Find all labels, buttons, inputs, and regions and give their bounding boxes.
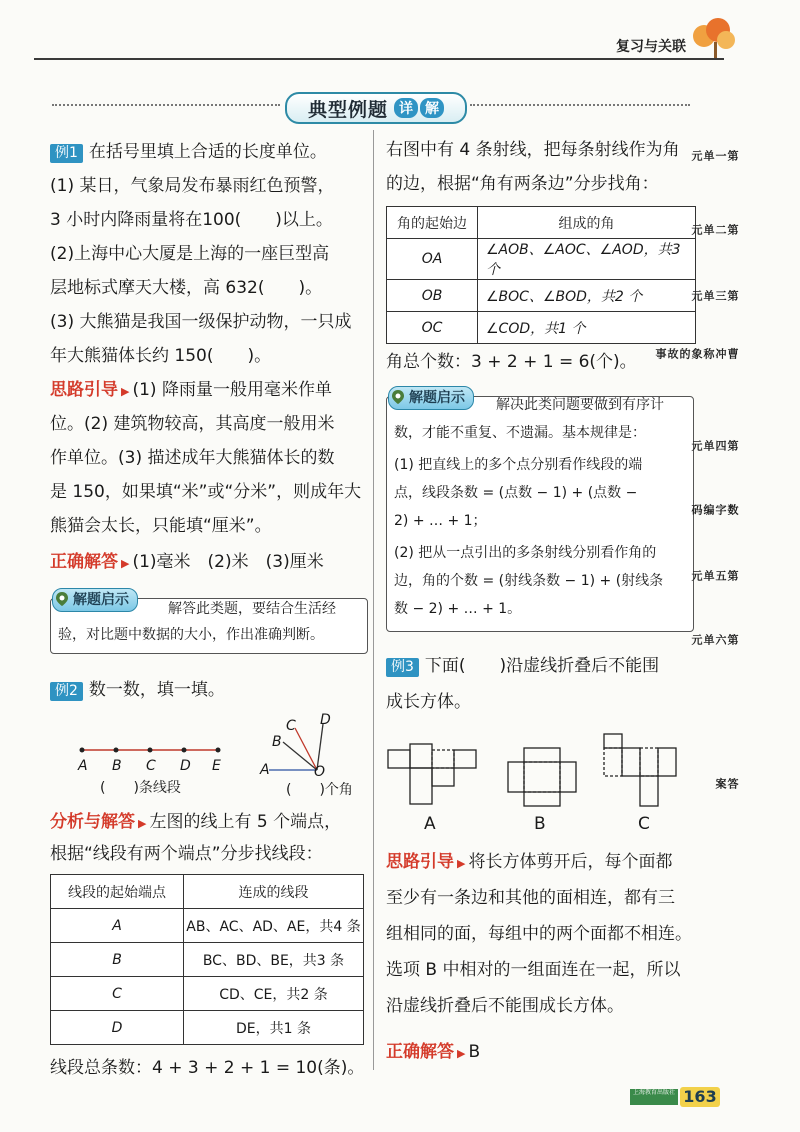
table-row [51, 909, 364, 943]
section-badge-2: 解 [420, 98, 444, 118]
side-tab[interactable]: 曹冲称象的故事 [654, 348, 739, 359]
right-tip-line: (2) 把从一点引出的多条射线分别看作角的 [394, 545, 657, 561]
ex3-guide-label: 思路引导 [386, 852, 454, 872]
right-tip-tag-text: 解题启示 [409, 390, 465, 406]
table-cell: D [51, 1011, 184, 1045]
header-rule [34, 58, 724, 60]
page-footer [630, 1088, 740, 1106]
table-cell: A [51, 909, 184, 943]
section-heading [285, 92, 467, 124]
table-cell: BC、BD、BE，共3 条 [184, 943, 364, 977]
ex3-guide-line: 组相同的面，每组中的两个面都不相连。 [386, 924, 692, 944]
ex1-answer-row [50, 552, 324, 574]
table-header-row [51, 875, 364, 909]
ex1-answer-label: 正确解答 [50, 552, 118, 572]
right-tip-line: 解决此类问题要做到有序计 [496, 397, 664, 413]
table-header: 角的起始边 [387, 207, 478, 239]
ex1-line: (3) 大熊猫是我国一级保护动物，一只成 [50, 312, 352, 332]
ex3-guide-line: 至少有一条边和其他的面相连，都有三 [386, 888, 675, 908]
ex3-guide-line: 将长方体剪开后，每个面都 [468, 852, 673, 872]
ex3-guide-line: 选项 B 中相对的一组面连在一起，所以 [386, 960, 681, 980]
triangle-icon: ▶ [121, 385, 130, 398]
table-cell: ∠AOB、∠AOC、∠AOD，共3 个 [478, 239, 696, 280]
net-label-c: C [638, 814, 650, 834]
ex3-guide-line: 沿虚线折叠后不能围成长方体。 [386, 996, 624, 1016]
table-cell: OB [387, 280, 478, 312]
section-title: 典型例题 [307, 98, 388, 121]
table-row [51, 1011, 364, 1045]
ex1-prompt-row [50, 142, 327, 163]
ray-label-c: C [286, 718, 296, 734]
ex2-total: 线段总条数：4 + 3 + 2 + 1 = 10(条)。 [50, 1058, 365, 1078]
triangle-icon: ▶ [121, 557, 130, 570]
right-tip-tag [388, 386, 474, 410]
ray-ob [283, 742, 317, 770]
ex1-line: 3 小时内降雨量将在100( )以上。 [50, 210, 333, 230]
point-label-d: D [180, 758, 191, 774]
publisher-badge: 上海教育出版社 [630, 1089, 678, 1105]
point-d [182, 748, 187, 753]
right-tip-line: (1) 把直线上的多个点分别看作线段的端 [394, 457, 643, 473]
section-rule-left [52, 104, 280, 106]
ex2-prompt-row [50, 680, 225, 701]
ray-label-o: O [314, 764, 326, 780]
ex3-prompt-line: 成长方体。 [386, 692, 471, 712]
ray-label-b: B [272, 734, 282, 750]
point-label-e: E [212, 758, 221, 774]
side-tab[interactable]: 第一单元 [690, 150, 739, 161]
table-cell: CD、CE，共2 条 [184, 977, 364, 1011]
table-cell: ∠BOC、∠BOD，共2 个 [478, 280, 696, 312]
ex3-answer-label: 正确解答 [386, 1042, 454, 1062]
net-label-a: A [424, 814, 436, 834]
table-header: 连成的线段 [184, 875, 364, 909]
ex1-line: 年大熊猫体长约 150( )。 [50, 346, 272, 366]
table-row [51, 977, 364, 1011]
table-header: 组成的角 [478, 207, 696, 239]
side-tab[interactable]: 第三单元 [690, 290, 739, 301]
location-pin-icon [391, 389, 405, 405]
ex1-guide-label: 思路引导 [50, 380, 118, 400]
section-rule-right [470, 104, 690, 106]
ex2-analysis-line: 根据“线段有两个端点”分步找线段： [50, 844, 323, 864]
rays-figure [255, 710, 355, 790]
triangle-icon: ▶ [138, 817, 147, 830]
net-option-c [602, 732, 686, 810]
ex2-analysis-row [50, 812, 341, 834]
net-option-a [386, 742, 482, 808]
ex3-prompt-row [386, 656, 659, 677]
right-tip-line: 边，角的个数 = (射线条数 − 1) + (射线条 [394, 573, 664, 589]
side-tab[interactable]: 答案 [714, 778, 739, 797]
ex1-tip-tag [52, 588, 138, 612]
angle-caption: ( )个角 [286, 782, 353, 798]
ex3-answer: B [468, 1042, 481, 1062]
table-cell: C [51, 977, 184, 1011]
table-cell: B [51, 943, 184, 977]
table-cell: AB、AC、AD、AE，共4 条 [184, 909, 364, 943]
ex1-guide-line: (1) 降雨量一般用毫米作单 [132, 380, 332, 400]
ray-label-a: A [260, 762, 270, 778]
net-option-b [506, 746, 580, 810]
table-cell: OC [387, 312, 478, 344]
table-row [51, 943, 364, 977]
segment-caption: ( )条线段 [100, 780, 181, 796]
right-intro-line: 的边，根据“角有两条边”分步找角： [386, 174, 659, 194]
side-tab[interactable]: 第二单元 [690, 224, 739, 235]
segments-table [50, 874, 364, 1045]
table-row [387, 280, 696, 312]
right-tip-line: 数，才能不重复、不遗漏。基本规律是： [394, 425, 646, 441]
ex1-answer: (1)毫米 (2)米 (3)厘米 [132, 552, 324, 572]
right-total: 角总个数：3 + 2 + 1 = 6(个)。 [386, 352, 637, 372]
ex1-guide-line: 是 150，如果填“米”或“分米”，则成年大 [50, 482, 362, 502]
ex2-label: 例2 [50, 682, 83, 701]
column-divider [373, 130, 374, 1070]
table-cell: ∠COD，共1 个 [478, 312, 696, 344]
table-header: 线段的起始端点 [51, 875, 184, 909]
triangle-icon: ▶ [457, 857, 466, 870]
table-row [387, 239, 696, 280]
ex2-prompt: 数一数，填一填。 [88, 680, 225, 700]
side-tab[interactable]: 第六单元 [690, 634, 739, 645]
side-tab[interactable]: 第五单元 [690, 570, 739, 581]
ex2-analysis-label: 分析与解答 [50, 812, 135, 832]
net-label-b: B [534, 814, 546, 834]
ex2-analysis-line: 左图的线上有 5 个端点， [149, 812, 342, 832]
ex3-answer-row [386, 1042, 480, 1064]
right-tip-line: 点，线段条数 = (点数 − 1) + (点数 − [394, 485, 638, 501]
table-row [387, 312, 696, 344]
point-b [114, 748, 119, 753]
ray-label-d: D [320, 712, 331, 728]
ex1-prompt: 在括号里填上合适的长度单位。 [88, 142, 327, 162]
point-a [80, 748, 85, 753]
triangle-icon: ▶ [457, 1047, 466, 1060]
ex1-line: 层地标式摩天大楼，高 632( )。 [50, 278, 323, 298]
ex3-label: 例3 [386, 658, 419, 677]
header-title: 复习与关联 [616, 39, 686, 55]
location-pin-icon [55, 591, 69, 607]
table-cell: DE，共1 条 [184, 1011, 364, 1045]
right-tip-line: 数 − 2) + … + 1。 [394, 601, 522, 617]
ex3-guide-row [386, 852, 672, 874]
table-cell: OA [387, 239, 478, 280]
ex1-tip-tag-text: 解题启示 [73, 592, 129, 608]
point-label-c: C [146, 758, 156, 774]
ex3-prompt-line: 下面( )沿虚线折叠后不能围 [424, 656, 660, 676]
point-label-b: B [112, 758, 122, 774]
page-number: 163 [680, 1087, 720, 1107]
side-tab[interactable]: 数字编码 [690, 504, 739, 515]
tree-icon [690, 18, 736, 60]
ex1-guide-line: 位。(2) 建筑物较高，其高度一般用米 [50, 414, 335, 434]
table-header-row [387, 207, 696, 239]
point-e [216, 748, 221, 753]
point-c [148, 748, 153, 753]
angles-table [386, 206, 696, 344]
right-tip-line: 2) + … + 1； [394, 513, 487, 529]
ex1-label: 例1 [50, 144, 83, 163]
ex1-guide-line: 作单位。(3) 描述成年大熊猫体长的数 [50, 448, 335, 468]
ex1-guide-row [50, 380, 332, 402]
point-label-a: A [78, 758, 88, 774]
ex1-tip-line: 验，对比题中数据的大小，作出准确判断。 [58, 627, 324, 643]
section-badge-1: 详 [394, 98, 418, 118]
ex1-tip-line: 解答此类题，要结合生活经 [168, 601, 336, 617]
ex1-guide-line: 熊猫会太长，只能填“厘米”。 [50, 516, 272, 536]
ex1-line: (1) 某日，气象局发布暴雨红色预警， [50, 176, 335, 196]
ex1-line: (2)上海中心大厦是上海的一座巨型高 [50, 244, 330, 264]
side-tab[interactable]: 第四单元 [690, 440, 739, 451]
right-intro-line: 右图中有 4 条射线，把每条射线作为角 [386, 140, 680, 160]
